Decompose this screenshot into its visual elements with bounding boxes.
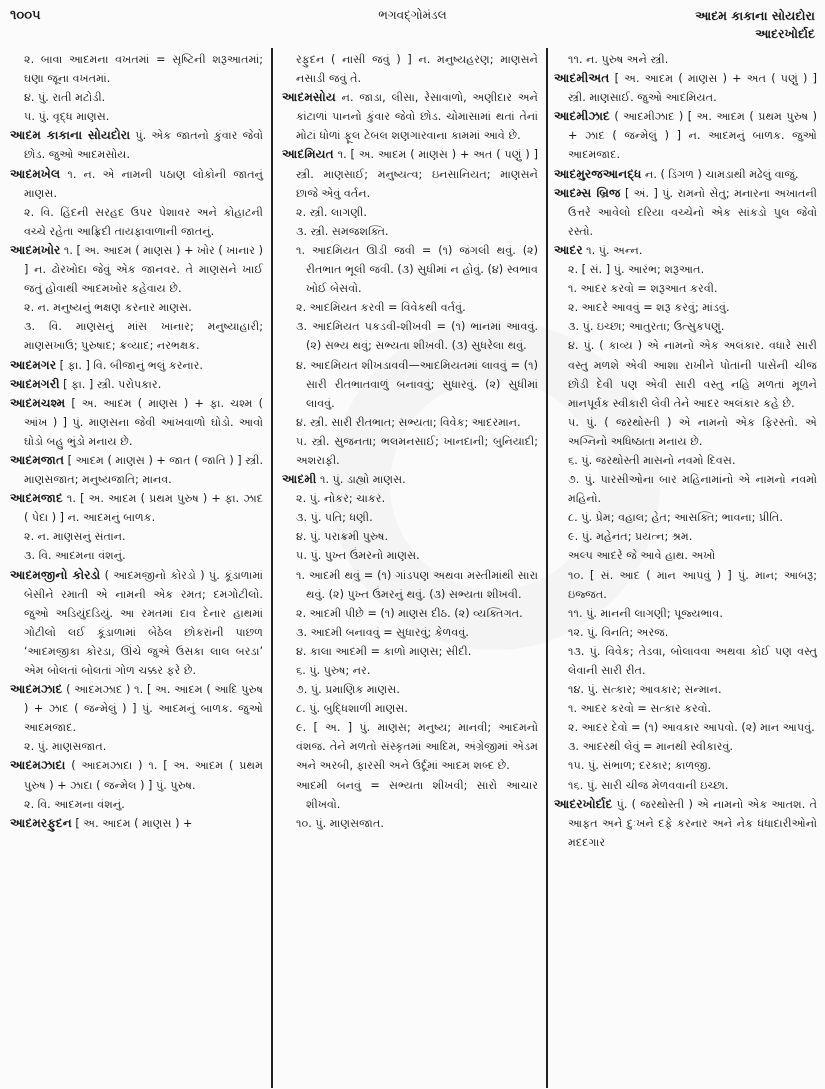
column-divider [546,48,548,1088]
definition-text: [ ફા. ] સ્ત્રી. પરોપકાર. [59,377,162,391]
sense-line: ૨. [ સં. ] પું. આરંભ; શરૂઆત. [568,263,705,277]
idiom-line: ૧. આદર કરવો = શરૂઆત કરવી. [568,282,718,296]
dictionary-entry [10,375,263,394]
headword: આદમરફુદન [10,815,72,830]
sense-line: ૩. પું. પતિ; ધણી. [296,511,373,525]
idiom-line: ૩. આદરથી લેવું = માનથી સ્વીકારવું. [568,740,734,754]
sense-line: ૫. પું. વૃદ્ધ માણસ. [24,110,110,124]
definition-text: [ અ. આદમ ( માણસ ) + [71,816,193,830]
headword: આદમી [282,472,317,487]
dictionary-entry [10,394,263,451]
sense-line: ૩. સ્ત્રી. સમજશક્તિ. [296,224,389,238]
headword: આદમગર [10,357,57,372]
headword: આદમુરજઆનદ્ધ [554,166,642,181]
definition-text: ( આદમઝાદ ) ૧. [ અ. આદમ ( આદિ પુરુષ ) + ઝાદ ( જન્મેલું ) ] પું. આદમનું બાળક. જુઓ આદમજાદ. [24,683,263,735]
sense-line: ૨. પું. નોકર; ચાકર. [296,492,386,506]
sense-line: ૬. પું. પુરુષ; નર. [296,664,371,677]
dictionary-entry [554,107,817,164]
definition-text: ( આદમજીનો કોરડો ) પું. કૂંડાળામાં બેસીને રમાતી એ નામની એક રમત; દમગોટીલો. જુઓ અડિયુંદડિયું. આ રમતમાં દાવ દેનાર હાથમાં ગોટીલો લઈ કૂંડાળામાં બેઠેલ છોકરાંની પાછળ ‘આદમજીકા કોરડા, ઊંચે જુએ ઉસકા લાલ બરડા’ એમ બોલતાં બોલતાં ગોળ ચક્કર ફરે છે. [24,568,263,677]
sense-line: ૨. વિ. આદમના વંશનું. [24,797,125,811]
sense-line: ૭. પું. પારસીઓના બાર મહિનામાંનો એ નામનો નવમો મહિનો. [568,473,817,506]
column-1 [10,50,263,833]
sense-line: ૩. વિ. માણસનું માંસ ખાનાર; મનુષ્યાહારી; માણસખાઉ; પુરુષાદ; ક્રવ્યાદ; નરભક્ષક. [24,320,263,353]
dictionary-entry [554,241,817,260]
definition-text: [ અ. આદમ ( માણસ ) + ફા. ચશ્મ ( આંખ ) ] પું. માણસના જેવી આંખવાળો ઘોડો. આવો ઘોડો બહુ ભુંડો મનાય છે. [24,396,263,448]
dictionary-entry [282,145,538,202]
idiom-line: ૪. કાલા આદમી = કાળો માણસ; સીદી. [296,644,472,658]
definition-text: ૧. પું. ડાહ્યો માણસ. [316,473,406,487]
sense-line: ૧૦. [ સં. આદ ( માન આપવું ) ] પું. માન; આબરૂ; ઇજ્જત. [568,568,817,601]
sense-line: ૬. પું. જરથોસ્તી માસનો નવમો દિવસ. [568,453,736,467]
sense-line: ૮. પું. બુદ્ધિશાળી માણસ. [296,702,408,716]
idiom-line: ૩. આદમી બનાવવું = સુધારવું; કેળવવું. [296,625,469,639]
sense-line: ૧૪. પું. સત્કાર; આવકાર; સન્માન. [568,683,722,697]
sense-line: રફુદન ( નાસી જવું ) ] ન. મનુષ્યહરણ; માણસને નસાડી જવું તે. [296,53,538,86]
headword: આદમ કાકાના સોયદોરા [10,128,131,143]
definition-text: ૧. [ અ. આદમ ( માણસ ) + ખોર ( ખાનાર ) ] ન. ઢોરખોદા જેવું એક જાનવર. તે માણસને ખાઈ જતું હોવાથી આદમખોર કહેવાય છે. [24,243,263,296]
idiom-line: અલ્પ આદરે જે આવે હાથ. અખો [568,549,716,563]
definition-text: ( આદમીઝાદ ) [ અ. આદમ ( પ્રથમ પુરુષ ) + ઝાદ ( જન્મેલું ) ] ન. આદમનું બાળક. જુઓ આદમજાદ. [568,110,817,162]
definition-text: [ ફા. ] વિ. બીજાનું ભલું કરનાર. [56,358,203,372]
sense-line: ૧૨. પું. વિનતિ; અરજ. [568,625,669,639]
dictionary-entry [282,470,538,489]
sense-line: ૧૫. પું. સંભાળ; દરકાર; કાળજી. [568,759,712,773]
definition-text: [ આદમ ( માણસ ) + જાત ( જાતિ ) ] સ્ત્રી. માણસજાત; મનુષ્યજાતિ; માનવ. [24,453,263,487]
headword: આદમચશ્મ [10,395,66,410]
sense-line: ૧૬. પું. સારી ચીજ મેળવવાની ઇચ્છા. [568,778,729,792]
dictionary-entry [10,241,263,298]
sense-line: ૯. [ અ. ] પું. માણસ; મનુષ્ય; માનવી; આદમનો વંશજ. તેને મળતો સંસ્કૃતમાં આદિમ, અંગ્રેજીમાં એડમ અને અરબી, ફારસી અને ઉર્દૂમાં આદમ શબ્દ છે. [296,721,538,773]
sense-line: ૨. ન. માણસનું સંતાન. [24,530,126,544]
dictionary-entry [10,165,263,203]
headword: આદમઝાદ [10,682,63,697]
definition-text: ૧. પું. અન્ન. [582,243,643,257]
page-number: ૧૦૦૫ [10,8,41,23]
dictionary-entry [554,69,817,107]
idiom-line: ૨. આદમિયત કરવી = વિવેકથી વર્તવું. [296,301,466,315]
sense-line: ૩. વિ. આદમના વંશનું. [24,549,126,563]
headword: આદર [554,242,583,257]
headword: આદમજીનો કોરડો [10,567,101,582]
sense-line: ૨. બાવા આદમના વખતમાં = સૃષ્ટિની શરૂઆતમાં; ઘણા જૂના વખતમાં. [24,53,263,86]
column-divider [271,48,273,1088]
headword: આદમસોય [282,90,336,105]
dictionary-entry [10,680,263,737]
definition-text: પું. એક જાતનો કુંવાર જેવો છોડ. જુઓ આદમસોય. [24,129,263,162]
idiom-line: ૨. આદમી પીછે = (૧) માણસ દીઠ. (૨) વ્યક્તિગત. [296,606,523,620]
sense-line: ૧૩. પું. વિવેક; તેડવા, બોલાવવા અથવા કોઈ પણ વસ્તુ લેવાની સારી રીત. [568,644,817,677]
dictionary-entry [10,451,263,489]
definition-text: [ અ. આદમ ( માણસ ) + અત ( પણું ) ] સ્ત્રી. માણસાઈ. જુઓ આદમિયત. [568,72,817,105]
sense-line: ૫. પું. પુખ્ત ઉંમરનો માણસ. [296,549,420,563]
sense-line: ૧૧. ન. પુરુષ અને સ્ત્રી. [568,53,669,66]
definition-text: ન. જાડા, લીસા, રેસાવાળો, અણીદાર અને કાંટાળાં પાનનો કુંવાર જેવો છોડ. ચોમાસામાં થતાં તેનાં મોટાં ધોળાં ફૂલ ટેબલ શણગારવાના કામમાં આવે છે. [296,91,538,143]
idiom-line: ૪. આદમિયત શીખડાવવી—આદમિયતમાં લાવવું = (૧) સારી રીતભાતવાળું બનાવવું; સુધારવું. (૨) સુધીમાં લાવવું. [296,358,538,410]
book-title: ભગવદ્ગોમંડલ [378,8,447,22]
headword: આદમીઝાદ [554,109,610,124]
sense-line: ૧૦. પું. માણસજાત. [296,816,384,830]
idiom-line: ૧. આદમી થવું = (૧) ગાંડપણ અથવા મસ્તીમાંથી સારા થવું. (૨) પુખ્ત ઉંમરનું થવું. (૩) સભ્યતા શીખવી. [296,568,538,601]
dictionary-entry [10,756,263,794]
headword: આદમગરી [10,376,60,391]
sense-line: ૫. સ્ત્રી. સુજનતા; ભલમનસાઈ; ખાનદાની; બુનિયાદી; અશરાફી. [296,434,538,467]
dictionary-entry [554,165,817,184]
definition-text: ન. ( ડિંગળ ) ચામડાથી મઢેલું વાજું. [641,167,799,181]
dictionary-entry [554,795,817,852]
guide-word-last: આદરખોર્દાદ [755,26,815,41]
guide-word-first: આદમ કાકાના સોયદોરા [695,8,815,23]
headword: આદરખોર્દાદ [554,796,613,811]
sense-line: ૨. ન. મનુષ્યનું ભક્ષણ કરનાર માણસ. [24,301,192,315]
idiom-line: આદમી બનવું = સભ્યતા શીખવી; સારો આચાર શીખવો. [296,778,538,811]
definition-text: ( આદમઝાદા ) ૧. [ અ. આદમ ( પ્રથમ પુરુષ ) + ઝાદા ( જન્મેલ ) ] પું. પુરુષ. [24,759,263,792]
headword: આદમિયત [282,147,334,162]
idiom-line: ૨. આદરે આવવું = શરૂ કરવું; માંડવું. [568,301,730,315]
idiom-line: ૧. આદર કરવો = સત્કાર કરવો. [568,702,712,716]
sense-line: ૫. પું. ( જરથોસ્તી ) એ નામનો એક ફિરસ્તો. એ અગ્નિનો અધિષ્ઠાતા મનાય છે. [568,415,817,448]
definition-text: ૧. [ અ. આદમ ( માણસ ) + અત ( પણું ) ] સ્ત્રી. માણસાઈ; મનુષ્યત્વ; ઇનસાનિયત; માણસને છાજે એવું વર્તન. [296,148,538,200]
idiom-line: ૩. આદમિયત પકડવી-શીખવી = (૧) ભાનમાં આવવું. (૨) સભ્ય થવું; સભ્યતા શીખવી. (૩) સુધરેલા થવું. [296,320,538,353]
headword: આદમખોર [10,242,61,257]
sense-line: ૭. પું. પ્રમાણિક માણસ. [296,683,400,697]
column-3 [554,50,817,852]
sense-line: ૩. પું. ઇચ્છા; આતુરતા; ઉત્સુકપણું. [568,320,725,334]
dictionary-entry [10,814,263,833]
dictionary-entry [554,184,817,241]
sense-line: ૪. પું. ( કાવ્ય ) એ નામનો એક અલંકાર. વધારે સારી વસ્તુ મળશે એવી આશા રાખીને પોતાની પાસેની ચીજ છોડી દેવી પણ એવી સારી વસ્તુ નહિ મળતાં મૂળને માનપૂર્વક સ્વીકારી લેવી તેને આદર અલંકાર કહે છે. [568,339,817,410]
idiom-line: ૨. આદર દેવો = (૧) આવકાર આપવો. (૨) માન આપવું. [568,721,815,735]
definition-text: ૧. [ અ. આદમ ( પ્રથમ પુરુષ ) + ફા. ઝાદ ( પેદા ) ] ન. આદમનું બાળક. [24,492,263,525]
definition-text: ૧. ન. એ નામની પઠાણ લોકોની જાતનું માણસ. [24,167,263,200]
headword: આદમજાત [10,452,65,467]
headword: આદમખેલ [10,166,61,181]
idiom-line: ૧. આદમિયત ઊડી જવી = (૧) જંગલી થવું. (૨) રીતભાત ભૂલી જવી. (૩) સુધીમાં ન હોવું. (૪) સ્વભાવ ખોઈ બેસવો. [296,243,538,296]
sense-line: ૨. વિ. હિંદની સરહદ ઉપર પેશાવર અને કોહાટની વચ્ચે રહેતા આફ્રિદી તાયફાવાળાની જાતનું. [24,205,263,238]
sense-line: ૮. પું. પ્રેમ; વહાલ; હેત; આસક્તિ; ભાવના; પ્રીતિ. [568,511,783,525]
sense-line: ૧૧. પું. માનની લાગણી; પૂજ્યભાવ. [568,606,723,620]
sense-line: ૯. પું. મહેનત; પ્રયત્ન; શ્રમ. [568,530,693,544]
definition-text: પું. ( જરથોસ્તી ) એ નામનો એક આતશ. તે આફત અને દુઃખને દફે કરનાર અને નેક ધંધાદારીઓનો મદદગાર [568,797,817,849]
page-header [0,0,825,52]
dictionary-entry [10,356,263,375]
dictionary-entry [10,126,263,164]
sense-line: ૪. સ્ત્રી. સારી રીતભાત; સભ્યતા; વિવેક; આદરમાન. [296,415,521,429]
definition-text: [ અં. ] પું. રામનો સેતુ; મનારના અખાતની ઉત્તરે આવેલો દરિયા વચ્ચેનો એક સાંકડો પુલ જેવો રસ્તો. [568,186,817,238]
headword: આદમજાદ [10,491,63,506]
sense-line: ૪. પું. રાતી મટોડી. [24,91,106,105]
dictionary-entry [10,566,263,681]
dictionary-entry [10,489,263,527]
sense-line: ૨. સ્ત્રી. લાગણી. [296,205,367,219]
dictionary-entry [282,88,538,145]
sense-line: ૨. પું. માણસજાત. [24,740,107,754]
column-2 [282,50,538,833]
headword: આદમઝાદા [10,758,66,773]
headword: આદમ્સ બ્રિજ [554,185,621,200]
sense-line: ૪. પું. પરાક્રમી પુરુષ. [296,530,389,544]
headword: આદમીઅત [554,71,610,86]
